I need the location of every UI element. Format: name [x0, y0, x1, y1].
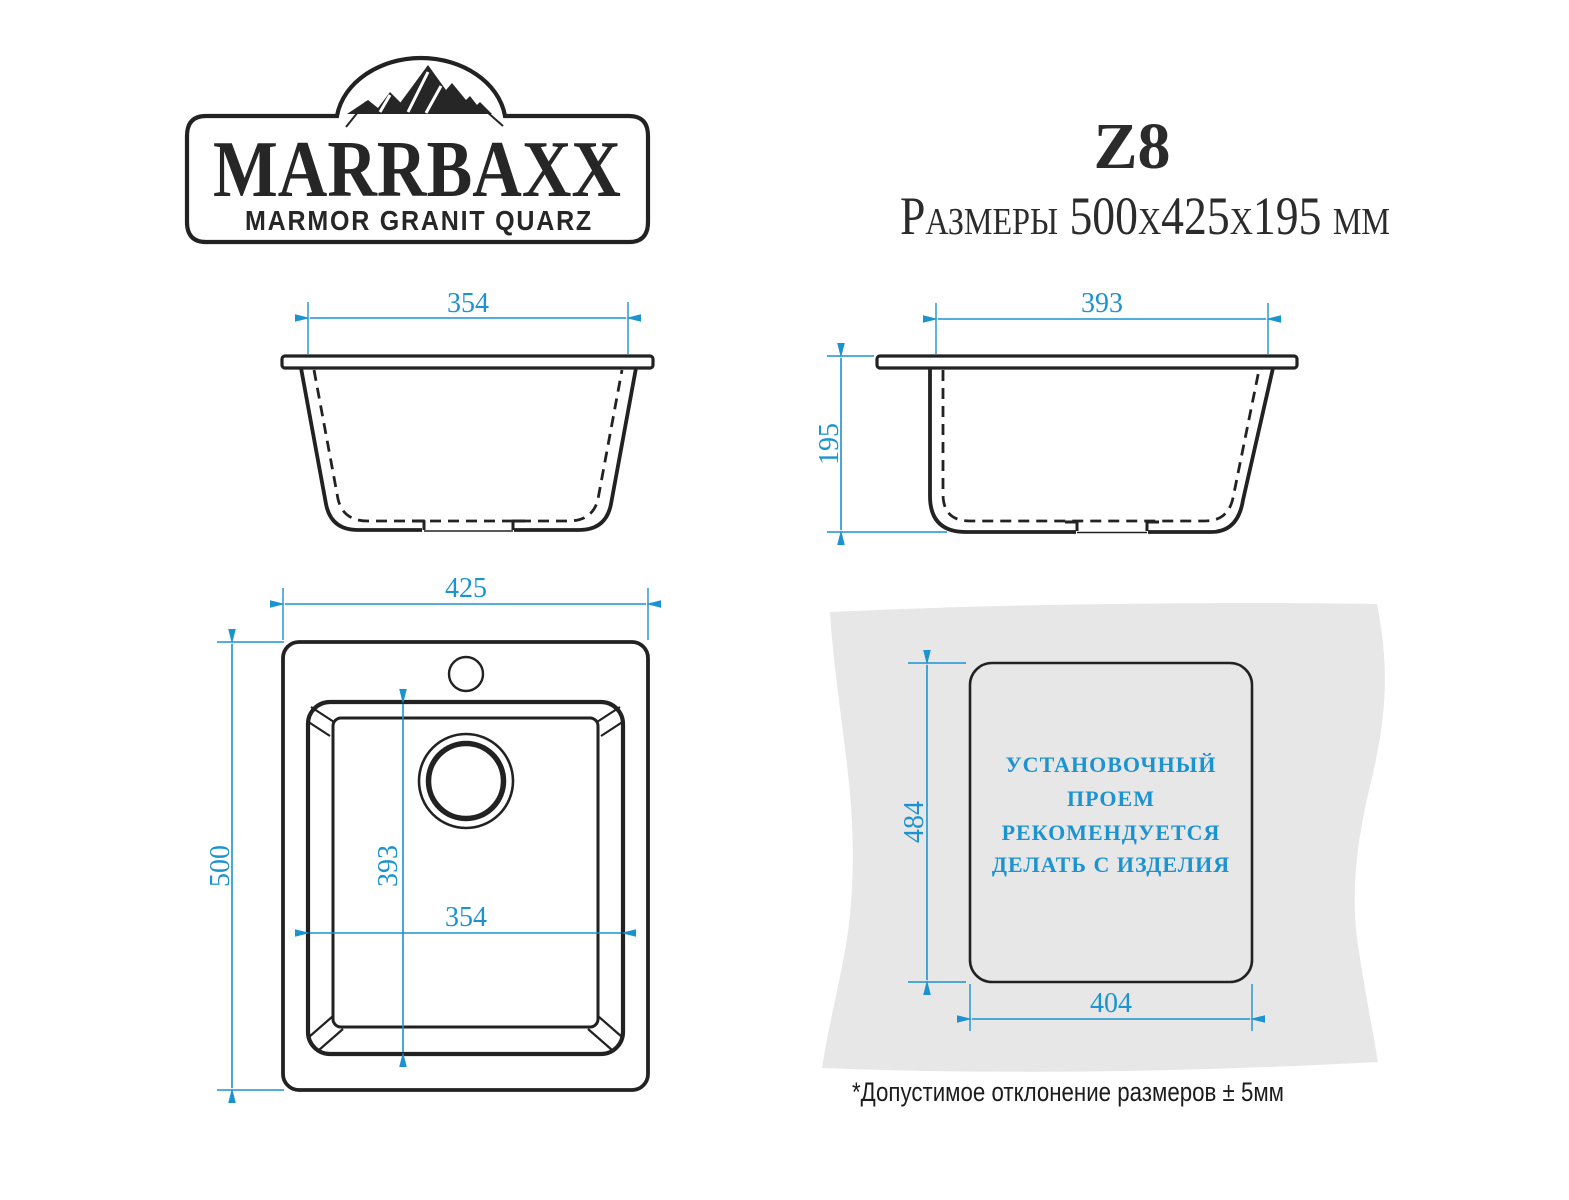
cutout-note-line-1: УСТАНОВОЧНЫЙ [1005, 752, 1217, 777]
side-flange [877, 356, 1297, 368]
cutout-width-dim-text: 404 [1090, 988, 1132, 1019]
bowl-corner-chamfer-lines [307, 707, 624, 1050]
front-flange [282, 356, 653, 368]
front-body-outline [301, 368, 636, 530]
plan-view [205, 573, 648, 1090]
front-width-dim-text: 354 [447, 288, 489, 319]
bowl-length-dim-text: 393 [373, 845, 404, 887]
bowl-width-dim-text: 354 [445, 902, 487, 933]
side-foot-notches [1065, 522, 1159, 531]
side-body-outline [930, 368, 1273, 532]
faucet-hole [449, 657, 483, 691]
side-section-view [814, 288, 1297, 533]
cutout-note-line-2: ПРОЕМ [1067, 786, 1155, 811]
side-width-dim-text: 393 [1081, 288, 1123, 319]
sink-outer-rect [283, 642, 648, 1090]
tolerance-footnote: *Допустимое отклонение размеров ± 5мм [852, 1077, 1284, 1107]
brand-name: MARRBAXX [213, 126, 621, 214]
cutout-length-dim-text: 484 [899, 801, 930, 843]
bowl-rim-rect [308, 702, 623, 1054]
plan-width-dim-text: 425 [445, 573, 487, 604]
drain-inner-circle [429, 744, 504, 819]
brand-logo [187, 58, 648, 242]
cutout-note-line-3: РЕКОМЕНДУЕТСЯ [1001, 820, 1221, 845]
side-depth-dim-text: 195 [814, 423, 845, 465]
front-inner-dashed-contour [314, 370, 622, 521]
header [900, 110, 1390, 246]
overall-dimensions-label: Размеры 500x425x195 мм [900, 186, 1390, 246]
side-inner-dashed-contour [943, 370, 1259, 521]
model-code: Z8 [1093, 110, 1171, 183]
installation-cutout-view [822, 603, 1385, 1072]
front-section-view [282, 288, 653, 531]
drain-outer-circle [419, 734, 513, 828]
cutout-note-line-4: ДЕЛАТЬ С ИЗДЕЛИЯ [991, 852, 1231, 877]
brand-tagline: MARMOR GRANIT QUARZ [245, 205, 593, 236]
plan-length-dim-text: 500 [205, 845, 236, 887]
